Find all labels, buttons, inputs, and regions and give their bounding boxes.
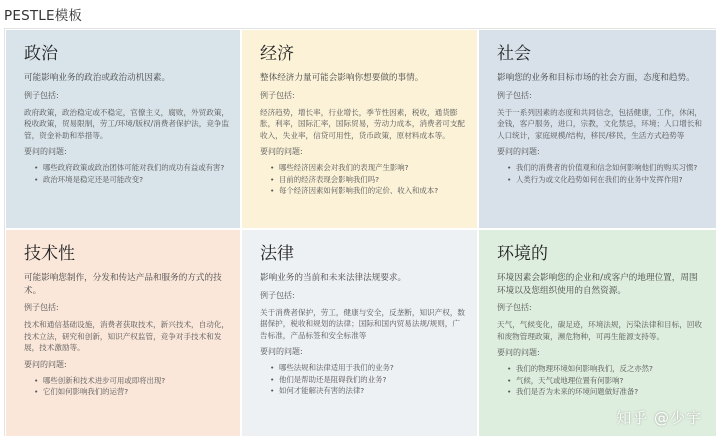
question-item: • 气候，天气或地理位置有何影响? [507, 376, 706, 387]
questions-list [34, 163, 230, 185]
card-title: 社会 [497, 44, 531, 64]
examples-label: 例子包括: [260, 290, 295, 300]
questions-list [34, 376, 230, 398]
card-description: 影响业务的当前和未来法律法规要求。 [260, 273, 407, 283]
question-item: • 哪些创新和技术进步可用或即将出现? [34, 376, 230, 387]
watermark: 知乎 @少宇 [616, 409, 702, 427]
questions-list [270, 163, 467, 197]
questions-label: 要问的问题: [497, 147, 540, 156]
card-title: 环境的 [497, 244, 548, 264]
questions-list [507, 364, 706, 398]
examples-text: 经济趋势，增长率，行业增长，季节性因素，税收，通货膨胀，利率，国际汇率，国际贸易，劳动力成本，消费者可支配收入，失业率，信贷可用性，货币政策，原材料成本等。 [260, 107, 466, 140]
card-description: 可能影响业务的政治或政治动机因素。 [24, 73, 171, 83]
card-technological [5, 229, 241, 437]
question-item: • 政治环境是稳定还是可能改变? [34, 175, 230, 186]
question-item: • 目前的经济表现会影响我们吗? [270, 175, 467, 186]
question-item: • 哪些经济因素会对我们的表现产生影响? [270, 163, 467, 174]
question-item: • 他们是帮助还是阻碍我们的业务? [270, 375, 467, 386]
card-description: 环境因素会影响您的企业和/或客户的地理位置，周围环境以及您组织使用的自然资源。 [497, 273, 698, 296]
card-title: 法律 [260, 244, 294, 264]
questions-label: 要问的问题: [260, 147, 303, 156]
questions-label: 要问的问题: [24, 147, 67, 156]
page-title: PESTLE模板 [4, 8, 83, 24]
examples-label: 例子包括: [24, 90, 59, 100]
examples-text: 关于一系列因素的态度和共同信念，包括健康，工作，休闲，金钱，客户服务，进口，宗教，文化禁忌，环境；人口增长和人口统计，家庭规模/结构，移民/移民，生活方式趋势等 [497, 107, 703, 140]
card-economic [241, 29, 478, 229]
examples-text: 关于消费者保护，劳工，健康与安全，反垄断，知识产权，数据保护，税收和规划的法律；国际和国内贸易法规/规则，广告标准，产品标签和安全标准等 [260, 307, 466, 340]
examples-text: 天气，气候变化，碳足迹，环境法规，污染法律和目标，回收和废物管理政策，濒危物种，可再生能源支持等。 [497, 320, 703, 341]
card-title: 技术性 [24, 244, 75, 264]
card-description: 整体经济力量可能会影响你想要做的事情。 [260, 73, 424, 83]
card-legal [241, 229, 478, 437]
examples-label: 例子包括: [24, 303, 59, 312]
examples-text: 技术和通信基础设施，消费者获取技术，新兴技术，自动化，技术立法，研究和创新，知识产权监管，竞争对手技术和发展，技术激励等。 [24, 320, 230, 352]
question-item: • 每个经济因素如何影响我们的定价、收入和成本? [270, 186, 467, 197]
card-title: 经济 [260, 44, 294, 64]
examples-label: 例子包括: [260, 90, 295, 100]
card-social [478, 29, 717, 229]
question-item: • 我们的物理环境如何影响我们，反之亦然? [507, 364, 706, 375]
questions-label: 要问的问题: [260, 347, 303, 356]
examples-label: 例子包括: [497, 90, 532, 100]
examples-label: 例子包括: [497, 303, 532, 312]
question-item: • 它们如何影响我们的运营? [34, 387, 230, 398]
question-item: • 我们是否为未来的环境问题做好准备? [507, 387, 706, 398]
question-item: • 如何才能解决有害的法律? [270, 386, 467, 397]
question-item: • 人类行为或文化趋势如何在我们的业务中发挥作用? [507, 175, 706, 186]
question-item: • 哪些政府政策或政治团体可能对我们的成功有益或有害? [34, 163, 230, 174]
card-description: 可能影响您制作，分发和传达产品和服务的方式的技术。 [24, 273, 222, 296]
questions-list [270, 363, 467, 397]
card-political [5, 29, 241, 229]
card-title: 政治 [24, 44, 58, 64]
card-environmental [478, 229, 717, 437]
card-description: 影响您的业务和目标市场的社会方面，态度和趋势。 [497, 73, 695, 83]
question-item: • 我们的消费者的价值观和信念如何影响他们的购买习惯? [507, 163, 706, 174]
examples-text: 政府政策，政治稳定或不稳定，官僚主义，腐败，外贸政策，税收政策，贸易限制，劳工/环境/版权/消费者保护法，竞争监管，资金补助和举措等。 [24, 107, 230, 140]
question-item: • 哪些法规和法律适用于我们的业务? [270, 363, 467, 374]
questions-label: 要问的问题: [497, 348, 540, 357]
pestle-grid [4, 28, 716, 436]
questions-list [507, 163, 706, 185]
questions-label: 要问的问题: [24, 359, 67, 369]
